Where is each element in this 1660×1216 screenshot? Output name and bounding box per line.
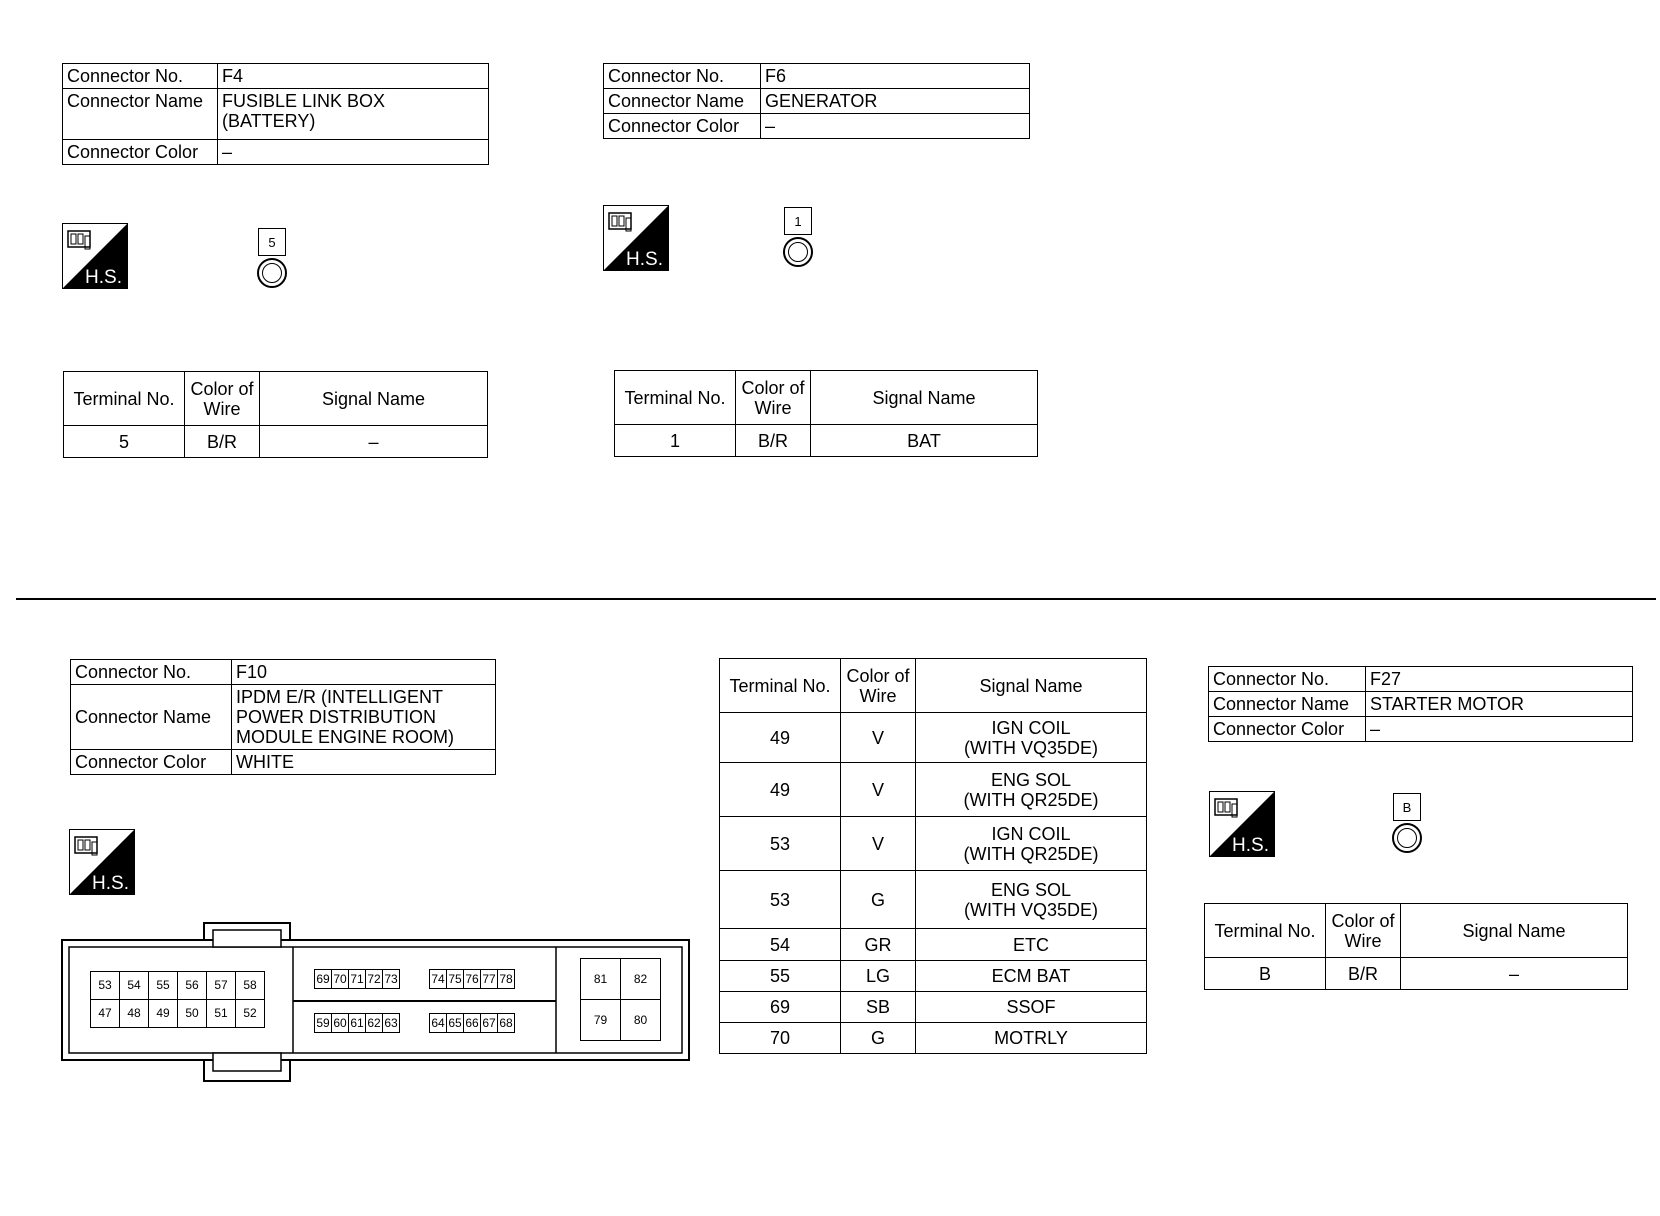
table-row — [720, 1023, 1147, 1054]
table-row — [720, 763, 1147, 817]
table-row — [720, 713, 1147, 763]
f6-info-table — [603, 63, 1030, 139]
connector-color-label: Connector Color — [604, 114, 761, 139]
table-row — [720, 992, 1147, 1023]
connector-color-label: Connector Color — [71, 750, 232, 775]
f27-term-header — [1205, 904, 1628, 958]
signal-name-header: Signal Name — [260, 372, 488, 426]
pin-cell: 63 — [382, 1013, 400, 1033]
hs-label: H.S. — [1232, 835, 1269, 856]
f27-wire: B/R — [1326, 958, 1401, 990]
f10-wire: V — [841, 713, 916, 763]
pin-cell: 48 — [119, 999, 149, 1028]
f10-terminal: 69 — [720, 992, 841, 1023]
table-row — [720, 817, 1147, 871]
f4-pin-label: 5 — [258, 228, 286, 256]
table-row — [1205, 958, 1628, 990]
f10-connector-no: F10 — [232, 660, 496, 685]
table-row — [720, 929, 1147, 961]
f27-terminal: B — [1205, 958, 1326, 990]
table-row — [720, 961, 1147, 992]
terminal-no-header: Terminal No. — [615, 371, 736, 425]
hs-label: H.S. — [85, 267, 122, 288]
f4-row-color — [63, 140, 489, 165]
f10-row-color — [71, 750, 496, 775]
pin-cell: 79 — [580, 999, 621, 1041]
pin-cell: 67 — [480, 1013, 498, 1033]
f10-terminal: 70 — [720, 1023, 841, 1054]
color-of-wire-header: Color of Wire — [736, 371, 811, 425]
f10-signal: MOTRLY — [916, 1023, 1147, 1054]
f27-connector-no: F27 — [1366, 667, 1633, 692]
terminal-no-header: Terminal No. — [1205, 904, 1326, 958]
pin-cell: 62 — [365, 1013, 383, 1033]
f10-term-header — [720, 659, 1147, 713]
f4-info-table — [62, 63, 489, 165]
f10-terminal-table — [719, 658, 1147, 1054]
connector-color-label: Connector Color — [63, 140, 218, 165]
f10-terminal: 53 — [720, 871, 841, 929]
f10-row-name — [71, 685, 496, 750]
pin-cell: 50 — [177, 999, 207, 1028]
f10-wire: G — [841, 1023, 916, 1054]
f4-wire: B/R — [185, 426, 260, 458]
pin-cell: 60 — [331, 1013, 349, 1033]
pin-cell: 73 — [382, 969, 400, 989]
pin-cell: 51 — [206, 999, 236, 1028]
f10-wire: G — [841, 871, 916, 929]
f4-terminal-table — [63, 371, 488, 458]
color-of-wire-header: Color of Wire — [841, 659, 916, 713]
harness-side-icon — [603, 205, 669, 271]
pin-cell: 47 — [90, 999, 120, 1028]
terminal-no-header: Terminal No. — [720, 659, 841, 713]
pin-cell: 57 — [206, 971, 236, 1000]
table-row — [720, 871, 1147, 929]
pin-cell: 54 — [119, 971, 149, 1000]
f27-row-name — [1209, 692, 1633, 717]
pin-cell: 61 — [348, 1013, 366, 1033]
f10-connector-name: IPDM E/R (INTELLIGENT POWER DISTRIBUTION MODULE ENGINE ROOM) — [232, 685, 496, 750]
f10-signal: ETC — [916, 929, 1147, 961]
connector-name-label: Connector Name — [1209, 692, 1366, 717]
f27-terminal-table — [1204, 903, 1628, 990]
f6-connector-color: – — [761, 114, 1030, 139]
f10-terminal: 49 — [720, 713, 841, 763]
f6-signal: BAT — [811, 425, 1038, 457]
terminal-no-header: Terminal No. — [64, 372, 185, 426]
signal-name-header: Signal Name — [916, 659, 1147, 713]
f4-row-no — [63, 64, 489, 89]
pin-cell: 56 — [177, 971, 207, 1000]
harness-side-icon — [62, 223, 128, 289]
f6-pin-label: 1 — [784, 207, 812, 235]
connector-no-label: Connector No. — [1209, 667, 1366, 692]
connector-color-label: Connector Color — [1209, 717, 1366, 742]
signal-name-header: Signal Name — [1401, 904, 1628, 958]
f6-wire: B/R — [736, 425, 811, 457]
connector-no-label: Connector No. — [604, 64, 761, 89]
pin-cell: 72 — [365, 969, 383, 989]
connector-name-label: Connector Name — [604, 89, 761, 114]
pin-cell: 76 — [463, 969, 481, 989]
f4-pin-ring-icon — [257, 258, 287, 288]
f4-connector-color: – — [218, 140, 489, 165]
f6-connector-name: GENERATOR — [761, 89, 1030, 114]
pin-cell: 49 — [148, 999, 178, 1028]
f10-wire: V — [841, 817, 916, 871]
pin-cell: 70 — [331, 969, 349, 989]
f10-terminal: 53 — [720, 817, 841, 871]
f4-connector-no: F4 — [218, 64, 489, 89]
connector-no-label: Connector No. — [63, 64, 218, 89]
f27-signal: – — [1401, 958, 1628, 990]
color-of-wire-header: Color of Wire — [185, 372, 260, 426]
f10-wire: V — [841, 763, 916, 817]
f4-terminal: 5 — [64, 426, 185, 458]
f10-signal: SSOF — [916, 992, 1147, 1023]
harness-side-icon — [1209, 791, 1275, 857]
f10-signal: IGN COIL (WITH QR25DE) — [916, 817, 1147, 871]
pin-cell: 52 — [235, 999, 265, 1028]
connector-no-label: Connector No. — [71, 660, 232, 685]
section-divider — [16, 598, 1656, 600]
f4-connector-name: FUSIBLE LINK BOX (BATTERY) — [218, 89, 489, 140]
f10-terminal: 49 — [720, 763, 841, 817]
pin-cell: 80 — [620, 999, 661, 1041]
f6-pin-ring-icon — [783, 237, 813, 267]
f10-signal: ENG SOL (WITH QR25DE) — [916, 763, 1147, 817]
hs-label: H.S. — [92, 873, 129, 894]
connector-name-label: Connector Name — [63, 89, 218, 140]
f6-terminal-table — [614, 370, 1038, 457]
f10-row-no — [71, 660, 496, 685]
pin-cell: 74 — [429, 969, 447, 989]
table-row — [64, 426, 488, 458]
f6-terminal: 1 — [615, 425, 736, 457]
pin-cell: 58 — [235, 971, 265, 1000]
f10-wire: LG — [841, 961, 916, 992]
harness-side-icon — [69, 829, 135, 895]
pin-cell: 71 — [348, 969, 366, 989]
f10-wire: SB — [841, 992, 916, 1023]
f27-row-no — [1209, 667, 1633, 692]
f10-signal: IGN COIL (WITH VQ35DE) — [916, 713, 1147, 763]
pin-cell: 81 — [580, 958, 621, 1000]
pin-cell: 82 — [620, 958, 661, 1000]
pin-cell: 55 — [148, 971, 178, 1000]
pin-cell: 53 — [90, 971, 120, 1000]
pin-cell: 69 — [314, 969, 332, 989]
f10-terminal: 55 — [720, 961, 841, 992]
f10-terminal: 54 — [720, 929, 841, 961]
pin-cell: 78 — [497, 969, 515, 989]
f4-row-name — [63, 89, 489, 140]
signal-name-header: Signal Name — [811, 371, 1038, 425]
f27-connector-color: – — [1366, 717, 1633, 742]
f6-row-no — [604, 64, 1030, 89]
pin-cell: 59 — [314, 1013, 332, 1033]
pin-cell: 68 — [497, 1013, 515, 1033]
f10-info-table — [70, 659, 496, 775]
pin-cell: 75 — [446, 969, 464, 989]
f10-connector-face — [61, 922, 691, 1082]
f4-term-header — [64, 372, 488, 426]
f10-signal: ENG SOL (WITH VQ35DE) — [916, 871, 1147, 929]
pin-cell: 66 — [463, 1013, 481, 1033]
f27-row-color — [1209, 717, 1633, 742]
f6-row-name — [604, 89, 1030, 114]
f27-connector-name: STARTER MOTOR — [1366, 692, 1633, 717]
pin-cell: 77 — [480, 969, 498, 989]
connector-name-label: Connector Name — [71, 685, 232, 750]
f10-connector-color: WHITE — [232, 750, 496, 775]
f27-info-table — [1208, 666, 1633, 742]
f10-signal: ECM BAT — [916, 961, 1147, 992]
f6-connector-no: F6 — [761, 64, 1030, 89]
pin-cell: 64 — [429, 1013, 447, 1033]
f27-pin-ring-icon — [1392, 823, 1422, 853]
f27-pin-label: B — [1393, 793, 1421, 821]
color-of-wire-header: Color of Wire — [1326, 904, 1401, 958]
f4-signal: – — [260, 426, 488, 458]
f6-row-color — [604, 114, 1030, 139]
f6-term-header — [615, 371, 1038, 425]
table-row — [615, 425, 1038, 457]
hs-label: H.S. — [626, 249, 663, 270]
pin-cell: 65 — [446, 1013, 464, 1033]
f10-wire: GR — [841, 929, 916, 961]
